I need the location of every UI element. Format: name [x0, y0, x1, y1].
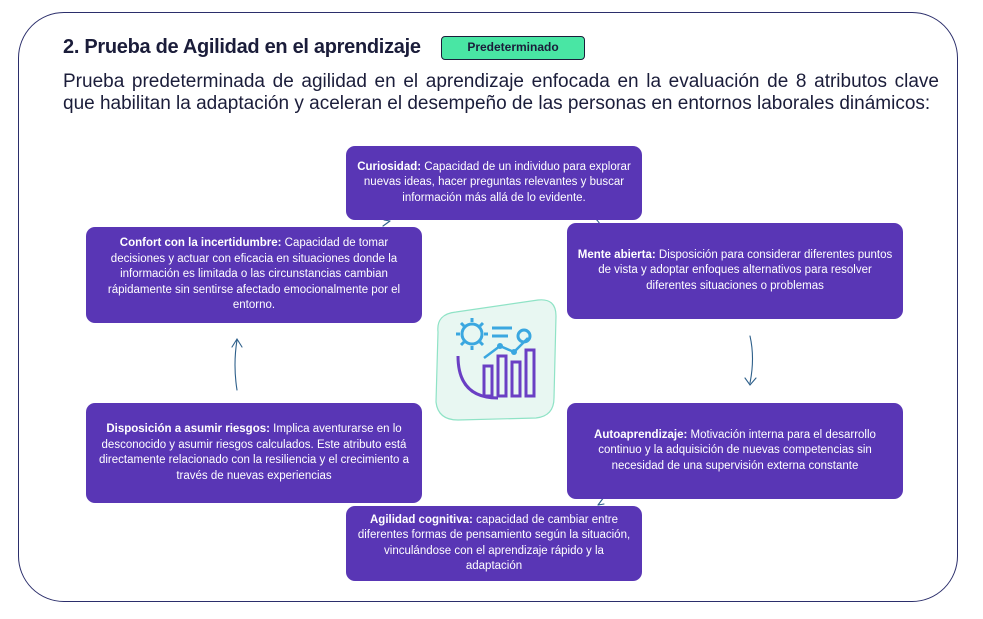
attribute-card-mente-abierta	[567, 223, 903, 319]
attribute-card-incertidumbre	[86, 227, 422, 323]
page-description: Prueba predeterminada de agilidad en el aprendizaje enfocada en la evaluación de 8 atributos clave que habilitan la adaptación y aceleran el desempeño de las personas en entornos laborales dinámicos:	[63, 71, 939, 114]
arrow-riesgos-to-confort	[232, 339, 242, 390]
attribute-card-agilidad-cognitiva	[346, 506, 642, 581]
attribute-name: Autoaprendizaje:	[594, 428, 688, 441]
attribute-card-riesgos	[86, 403, 422, 503]
attribute-text: Capacidad de tomar decisiones y actuar con eficacia en situaciones donde la información es limitada o las circunstancias cambian rápidamente sin sentirse afectado emocionalmente por el entorno.	[107, 237, 401, 312]
status-badge: Predeterminado	[441, 36, 585, 60]
arrow-mente-to-autoaprendizaje	[745, 336, 756, 385]
attribute-name: Confort con la incertidumbre:	[119, 237, 282, 250]
attribute-name: Mente abierta:	[577, 248, 656, 261]
attribute-text: Motivación interna para el desarrollo continuo y la adquisición de nuevas competencias sin necesidad de una supervisión externa constante	[598, 428, 876, 472]
attribute-text: Disposición para considerar diferentes puntos de vista y adoptar enfoques alternativos para resolver diferentes situaciones o problemas	[598, 248, 893, 292]
attribute-card-curiosidad	[346, 146, 642, 220]
gear-analytics-chart-icon	[428, 294, 564, 426]
attribute-card-autoaprendizaje	[567, 403, 903, 499]
page-title: 2. Prueba de Agilidad en el aprendizaje	[63, 36, 421, 58]
attribute-text: Capacidad de un individuo para explorar nuevas ideas, hacer preguntas relevantes y buscar información más allá de lo evidente.	[363, 160, 631, 204]
arrow-confort-to-curiosidad	[383, 220, 390, 226]
attribute-name: Agilidad cognitiva:	[370, 513, 473, 526]
attribute-text: capacidad de cambiar entre diferentes formas de pensamiento según la situación, vinculándose con el aprendizaje rápido y la adaptación	[357, 513, 631, 572]
attribute-text: Implica aventurarse en lo desconocido y asumir riesgos calculados. Este atributo está directamente relacionado con la resiliencia y el crecimiento a través de nuevas experiencias	[98, 423, 410, 482]
attribute-name: Disposición a asumir riesgos:	[106, 423, 270, 435]
attribute-name: Curiosidad:	[357, 160, 422, 173]
